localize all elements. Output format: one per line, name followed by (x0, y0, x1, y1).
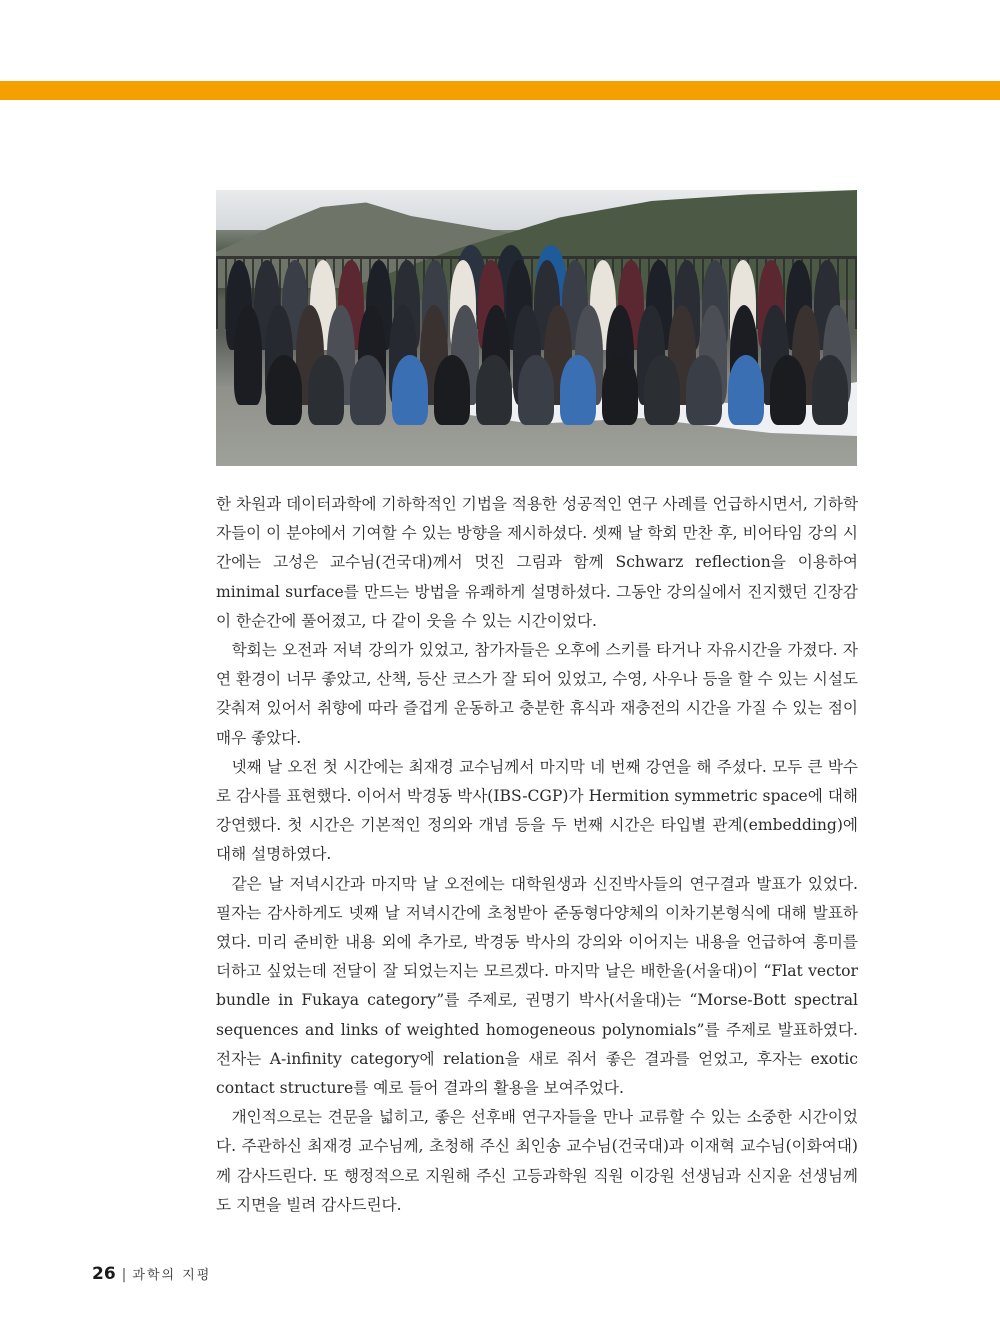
person-silhouette (234, 305, 262, 405)
page-footer (92, 1264, 211, 1284)
person-silhouette (434, 355, 470, 425)
person-silhouette (350, 355, 386, 425)
article-body (216, 490, 858, 1220)
person-silhouette (518, 355, 554, 425)
paragraph-3: 넷째 날 오전 첫 시간에는 최재경 교수님께서 마지막 네 번째 강연을 해 주셨다. 모두 큰 박수로 감사를 표현했다. 이어서 박경동 박사(IBS-CGP)가 Hermition symmetric space에 대해 강연했다. 첫 시간은 기본적인 정의와 개념 등을 두 번째 시간은 타입별 관계(embedding)에 대해 설명하였다. (216, 757, 858, 864)
person-silhouette (728, 355, 764, 425)
footer-separator: | (121, 1267, 127, 1283)
person-silhouette (770, 355, 806, 425)
person-silhouette (308, 355, 344, 425)
orange-header-bar (0, 81, 1000, 100)
photo-crowd (226, 240, 851, 430)
person-silhouette (602, 355, 638, 425)
person-silhouette (392, 355, 428, 425)
magazine-title: 과학의 지평 (132, 1268, 212, 1283)
person-silhouette (812, 355, 848, 425)
page-number: 26 (92, 1264, 116, 1284)
person-silhouette (686, 355, 722, 425)
person-silhouette (476, 355, 512, 425)
person-silhouette (266, 355, 302, 425)
person-silhouette (560, 355, 596, 425)
group-photo (216, 190, 857, 466)
paragraph-1: 한 차원과 데이터과학에 기하학적인 기법을 적용한 성공적인 연구 사례를 언급하시면서, 기하학자들이 이 분야에서 기여할 수 있는 방향을 제시하셨다. 셋째 날 학회 만찬 후, 비어타임 강의 시간에는 고성은 교수님(건국대)께서 멋진 그림과 함께 Schwarz reflection을 이용하여 minimal surface를 만드는 방법을 유쾌하게 설명하셨다. 그동안 강의실에서 진지했던 긴장감이 한순간에 풀어졌고, 다 같이 웃을 수 있는 시간이었다. (216, 495, 859, 630)
person-silhouette (644, 355, 680, 425)
paragraph-5: 개인적으로는 견문을 넓히고, 좋은 선후배 연구자들을 만나 교류할 수 있는 소중한 시간이었다. 주관하신 최재경 교수님께, 초청해 주신 최인송 교수님(건국대)과 이재혁 교수님(이화여대)께 감사드린다. 또 행정적으로 지원해 주신 고등과학원 직원 이강원 선생님과 신지윤 선생님께도 지면을 빌려 감사드린다. (216, 1108, 858, 1214)
paragraph-4: 같은 날 저녁시간과 마지막 날 오전에는 대학원생과 신진박사들의 연구결과 발표가 있었다. 필자는 감사하게도 넷째 날 저녁시간에 초청받아 준동형다양체의 이차기본형식에 대해 발표하였다. 미리 준비한 내용 외에 추가로, 박경동 박사의 강의와 이어지는 내용을 언급하여 흥미를 더하고 싶었는데 전달이 잘 되었는지는 모르겠다. 마지막 날은 배한울(서울대)이 “Flat vector bundle in Fukaya category”를 주제로, 권명기 박사(서울대)는 “Morse-Bott spectral sequences and links of weighted homogeneous polynomials”를 주제로 발표하였다. 전자는 A-infinity category에 relation을 새로 줘서 좋은 결과를 얻었고, 후자는 exotic contact structure를 예로 들어 결과의 활용을 보여주었다. (216, 874, 858, 1098)
paragraph-2: 학회는 오전과 저녁 강의가 있었고, 참가자들은 오후에 스키를 타거나 자유시간을 가졌다. 자연 환경이 너무 좋았고, 산책, 등산 코스가 잘 되어 있었고, 수영, 사우나 등을 할 수 있는 시설도 갖춰져 있어서 취향에 따라 즐겁게 운동하고 충분한 휴식과 재충전의 시간을 가질 수 있는 점이 매우 좋았다. (216, 641, 858, 747)
